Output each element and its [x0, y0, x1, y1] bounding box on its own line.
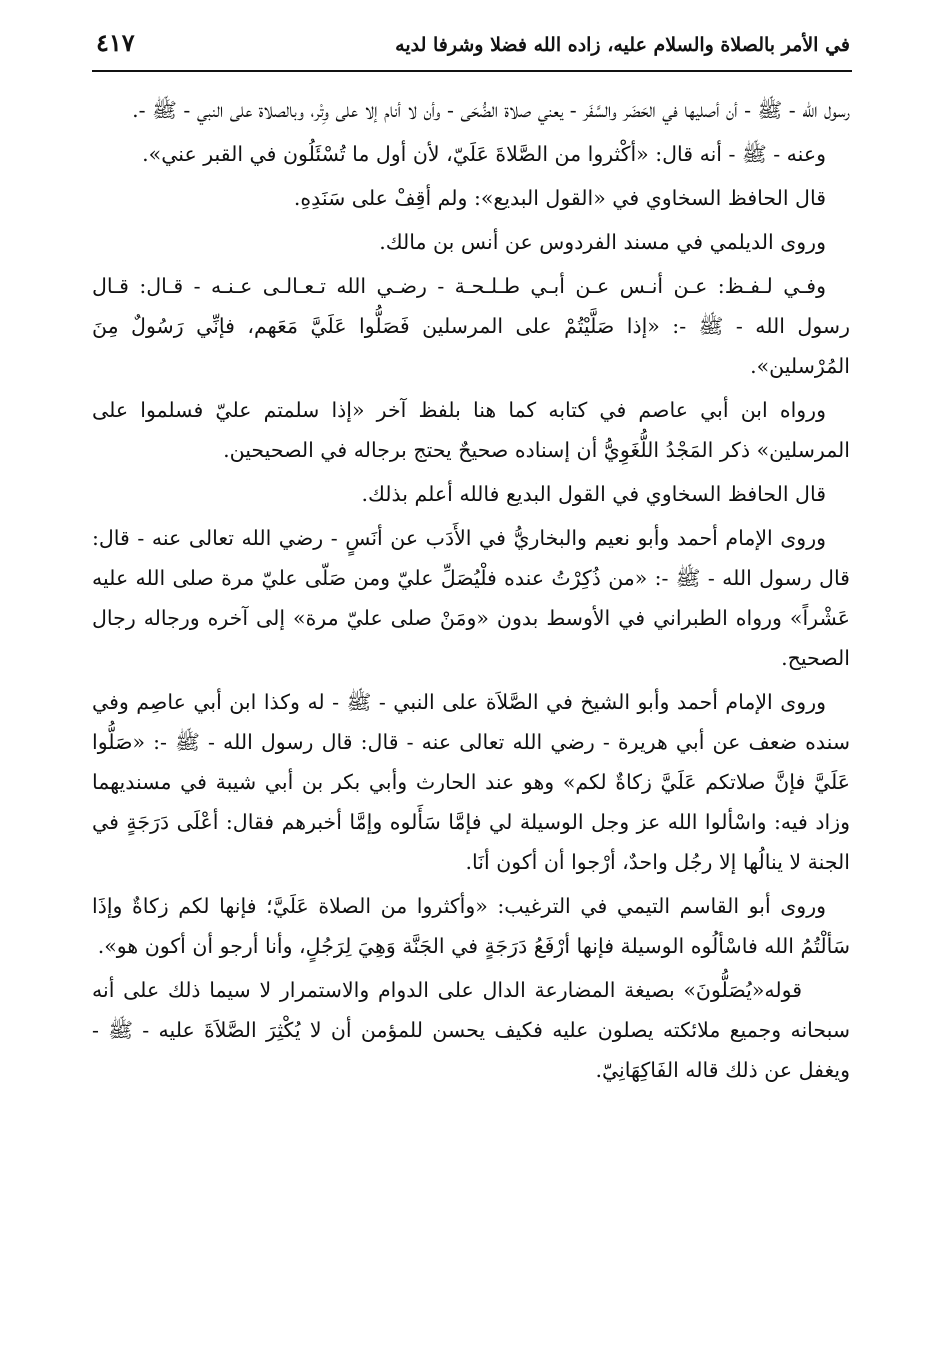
page-number: ٤١٧: [96, 28, 135, 57]
running-header: [92, 24, 850, 70]
paragraph-10: وروى أبو القاسم التيمي في الترغيب: «وأكثروا من الصلاة عَلَيَّ؛ فإنها لكم زكاةٌ وإذَا سَألْتُمُ الله فاسْألُوه الوسيلة فإنها أرْفَعُ دَرَجَةٍ في الجَنَّة وَهِيَ لِرَجُلٍ، وأنا أرجو أن أكون هو».: [92, 894, 850, 958]
header-divider: [92, 70, 852, 72]
main-text: [92, 90, 850, 1094]
paragraph-4: وروى الديلمي في مسند الفردوس عن أنس بن مالك.: [379, 230, 826, 254]
paragraph-9: وروى الإمام أحمد وأبو الشيخ في الصَّلاَة على النبي - ﷺ - له وكذا ابن أبي عاصِم وفي سنده ضعف عن أبي هريرة - رضي الله تعالى عنه - قال: قال رسول الله - ﷺ -: «صَلُّوا عَلَيَّ فإنَّ صلاتكم عَلَيَّ زكاةٌ لكم» وهو عند الحارث وأبي بكر بن أبي شيبة في مسنديهما وزاد فيه: واسْألوا الله عز وجل الوسيلة لي فإمَّا سَأَلوه وإمَّا أخبرهم فقال: أعْلَى دَرَجَةٍ في الجنة لا ينالُها إلا رجُل واحدٌ، أرْجوا أن أكون أنَا.: [92, 690, 850, 874]
paragraph-3: قال الحافظ السخاوي في «القول البديع»: ولم أقِفْ على سَنَدِهِ.: [293, 186, 826, 210]
paragraph-5: وفـي لـفـظ: عـن أنـس عـن أبـي طـلـحـة - رضـي الله تـعـالـى عـنـه - قـال: قـال رسول الله - ﷺ -: «إذا صَلَّيْتُمْ على المرسلين فَصَلُّوا عَلَيَّ مَعَهم، فإنِّي رَسُولٌ مِنَ المُرْسلين».: [92, 274, 850, 378]
paragraph-11: قوله«يُصَلُّونَ» بصيغة المضارعة الدال على الدوام والاستمرار لا سيما ذلك على أنه سبحانه وجميع ملائكته يصلون عليه فكيف يحسن للمؤمن أن لا يُكْثِرَ الصَّلاَةَ عليه - ﷺ - ويغفل عن ذلك قاله الفَاكِهَانِيّ.: [92, 978, 850, 1082]
paragraph-7: قال الحافظ السخاوي في القول البديع فالله أعلم بذلك.: [361, 482, 826, 506]
paragraph-1: رسول الله - ﷺ - أن أصليها في الحَضَر والسَّفَر - يعني صلاة الضُّحَى - وأن لا أنام إلا على وِتْر، وبالصلاة على النبي - ﷺ -.: [132, 98, 850, 122]
paragraph-8: وروى الإمام أحمد وأبو نعيم والبخاريُّ في الأَدَب عن أنَسٍ - رضي الله تعالى عنه - قال: قال رسول الله - ﷺ -: «من ذُكِرْتُ عنده فلْيُصَلِّ عليّ ومن صَلّى عليّ مرة صلى الله عليه عَشْراً» ورواه الطبراني في الأوسط بدون «ومَنْ صلى عليّ مرة» إلى آخره ورجاله رجال الصحيح.: [92, 526, 850, 670]
paragraph-6: ورواه ابن أبي عاصم في كتابه كما هنا بلفظ آخر «إذا سلمتم عليّ فسلموا على المرسلين» ذكر المَجْدُ اللُّغَوِيُّ أن إسناده صحيحٌ يحتج برجاله في الصحيحين.: [92, 398, 850, 462]
paragraph-2: وعنه - ﷺ - أنه قال: «أكْثروا من الصَّلاةَ عَلَيّ، لأن أول ما تُسْئَلُون في القبر عني».: [142, 142, 826, 166]
header-title: في الأمر بالصلاة والسلام عليه، زاده الله فضلا وشرفا لديه: [395, 34, 850, 56]
